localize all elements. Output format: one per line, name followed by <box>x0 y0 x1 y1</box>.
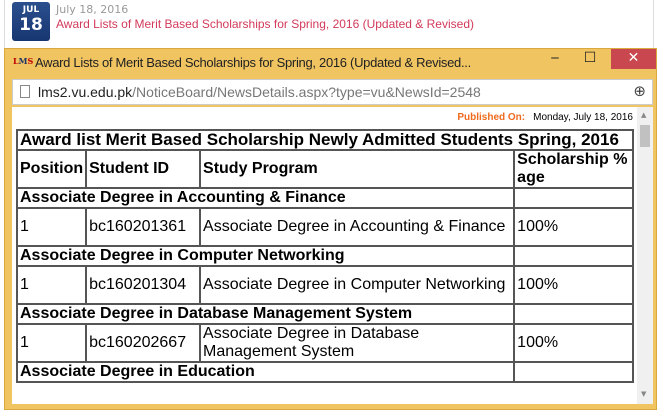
published-date: Monday, July 18, 2016 <box>533 112 633 123</box>
cell-program: Associate Degree in Database Management System <box>200 324 514 362</box>
category-row <box>17 362 633 382</box>
category-name: Associate Degree in Education <box>17 362 514 382</box>
scroll-down-arrow-icon[interactable]: ▼ <box>641 390 647 398</box>
published-on <box>457 112 633 123</box>
badge-day: 18 <box>19 15 43 35</box>
category-name: Associate Degree in Computer Networking <box>17 246 514 266</box>
badge-month: JUL <box>22 5 40 15</box>
cell-position: 1 <box>17 208 86 246</box>
cell-scholarship: 100% <box>514 266 633 304</box>
lms-logo-icon: LMS <box>13 56 34 66</box>
close-button[interactable]: ✕ <box>611 49 656 69</box>
header-study-program: Study Program <box>200 150 514 188</box>
cell-scholarship: 100% <box>514 324 633 362</box>
date-badge <box>12 2 50 41</box>
category-row <box>17 246 633 266</box>
address-bar[interactable] <box>12 79 653 105</box>
header-scholarship: Scholarship % age <box>514 150 633 188</box>
cell-student-id: bc160201304 <box>86 266 200 304</box>
news-title-link[interactable]: Award Lists of Merit Based Scholarships for Spring, 2016 (Updated & Revised) <box>56 17 474 31</box>
scroll-up-arrow-icon[interactable]: ▲ <box>641 111 647 119</box>
published-label: Published On: <box>457 112 526 123</box>
table-row <box>17 208 633 246</box>
scrollbar[interactable] <box>637 107 653 404</box>
scroll-thumb[interactable] <box>640 125 650 147</box>
maximize-button[interactable]: ☐ <box>583 50 597 66</box>
table-title: Award list Merit Based Scholarship Newly Admitted Students Spring, 2016 <box>17 130 633 150</box>
url-path: /NoticeBoard/NewsDetails.aspx?type=vu&NewsId=2548 <box>132 84 481 100</box>
zoom-icon[interactable]: ⊕ <box>633 82 646 100</box>
header-student-id: Student ID <box>86 150 200 188</box>
cell-program: Associate Degree in Accounting & Finance <box>200 208 514 246</box>
cell-scholarship: 100% <box>514 208 633 246</box>
cell-position: 1 <box>17 266 86 304</box>
table-row <box>17 266 633 304</box>
popup-window <box>4 48 657 410</box>
award-table <box>16 129 634 383</box>
news-date: July 18, 2016 <box>56 3 129 16</box>
minimize-button[interactable]: ‒ <box>550 50 560 66</box>
cell-program: Associate Degree in Computer Networking <box>200 266 514 304</box>
title-bar[interactable] <box>5 49 656 77</box>
category-row <box>17 188 633 208</box>
url-domain: lms2.vu.edu.pk <box>38 84 133 100</box>
category-name: Associate Degree in Accounting & Finance <box>17 188 514 208</box>
url-text <box>38 84 481 100</box>
window-title: Award Lists of Merit Based Scholarships for Spring, 2016 (Updated & Revised... <box>35 55 471 70</box>
table-row <box>17 324 633 362</box>
cell-position: 1 <box>17 324 86 362</box>
page-icon <box>20 85 30 98</box>
category-row <box>17 304 633 324</box>
cell-student-id: bc160202667 <box>86 324 200 362</box>
page-content <box>12 107 653 404</box>
category-name: Associate Degree in Database Management System <box>17 304 514 324</box>
cell-student-id: bc160201361 <box>86 208 200 246</box>
header-row <box>17 150 633 188</box>
header-position: Position <box>17 150 86 188</box>
